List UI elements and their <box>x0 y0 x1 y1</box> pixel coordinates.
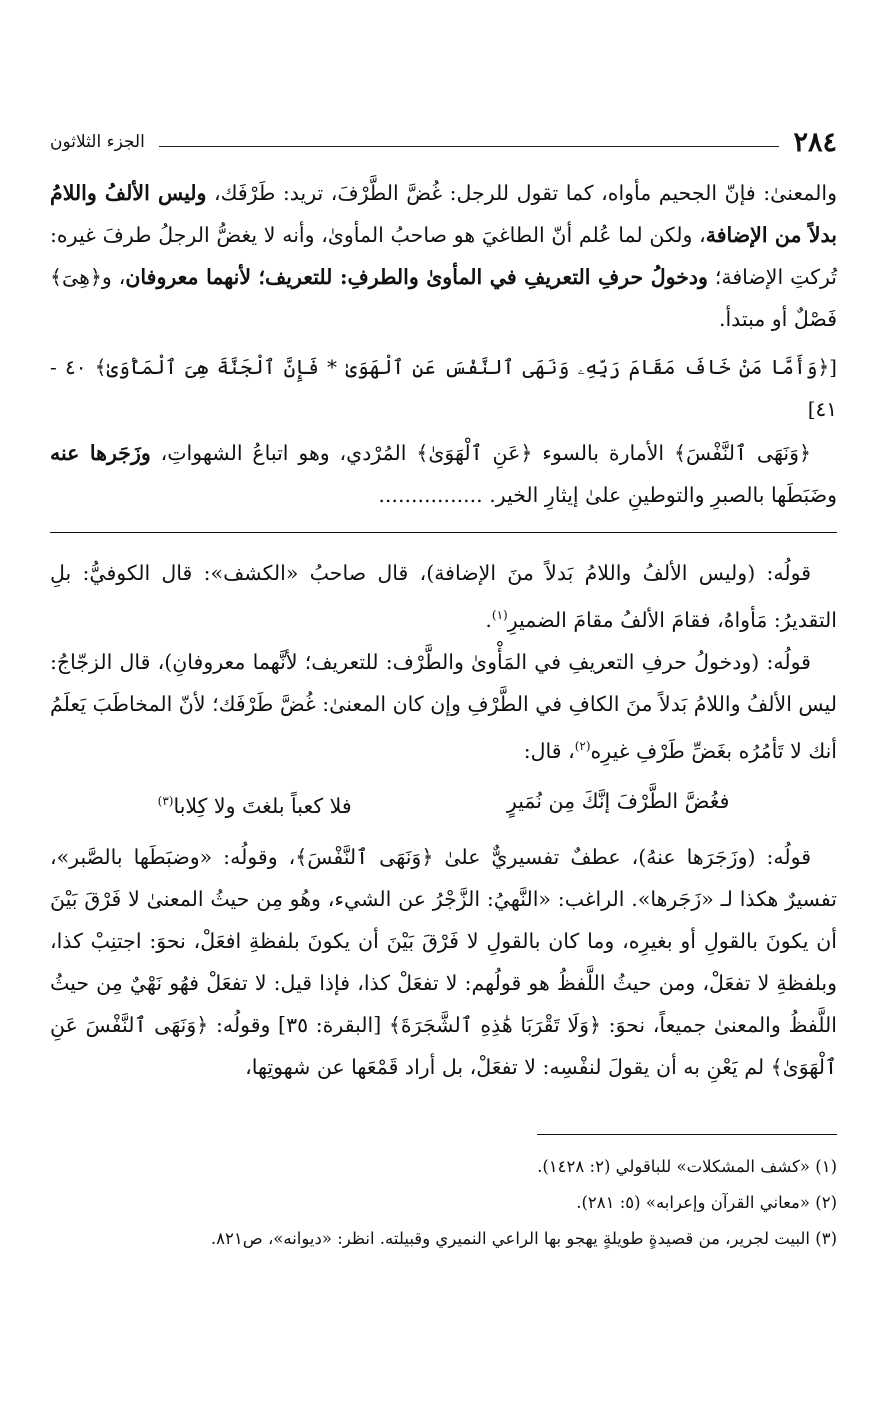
main-p2-part-c: وضَبَطَها بالصبرِ والتوطينِ علىٰ إيثارِ الخير. <box>489 483 837 507</box>
footnotes <box>50 1148 837 1258</box>
commentary-p1-end: . <box>485 607 492 632</box>
commentary-text <box>50 552 837 1088</box>
main-p2-bold: وزَجَرها عنه <box>50 441 151 465</box>
header-rule <box>159 146 780 147</box>
commentary-paragraph-3: قولُه: (وزَجَرَها عنهُ)، عطفٌ تفسيريٌّ علىٰ ﴿وَنَهَى ٱلنَّفْسَ﴾، وقولُه: «وضبَطَها بالصَّبر»، تفسيرٌ هكذا لـ «زَجَرها». الراغب: «النَّهيُ: الزَّجْرُ عن الشيء، وهُو مِن حيثُ المعنىٰ لا فَرْقَ بَيْنَ أن يكونَ بالقولِ أو بغيرِه، وما كان بالقولِ لا فَرْقَ بَيْنَ أن يكونَ بلفظةِ افعَلْ، نحوَ: اجتنِبْ كذا، وبلفظةِ لا تفعَلْ، ومن حيثُ اللَّفظُ هو قولُهم: لا تفعَلْ كذا، فإذا قيل: لا تفعَلْ فهُو نَهْيٌ مِن حيثُ اللَّفظُ والمعنىٰ جميعاً، نحوَ: ﴿وَلَا تَقْرَبَا هَٰذِهِ ٱلشَّجَرَةَ﴾ [البقرة: ٣٥] وقولُه: ﴿وَنَهَى ٱلنَّفْسَ عَنِ ٱلْهَوَىٰ﴾ لم يَعْنِ به أن يقولَ لنفْسِه: لا تفعَلْ، بل أراد قَمْعَها عن شهوتِها، <box>50 845 837 1080</box>
main-paragraph-1 <box>50 172 837 340</box>
main-p1-part-a: والمعنىٰ: فإنّ الجحيم مأواه، كما تقول للرجل: غُضَّ الطَّرْفَ، تريد: طَرْفَك، <box>206 181 837 205</box>
footnote-ref-3: (٣) <box>157 793 174 808</box>
commentary-p2-text: قولُه: (ودخولُ حرفِ التعريفِ في المَأْوىٰ والطَّرْف: للتعريف؛ لأنَّهما معروفانِ)، قال الزجّاجُ: ليس الألفُ واللامُ بَدلاً منَ الكافِ في الطَّرْفِ وإن كان المعنىٰ: غُضَّ طَرْفَك؛ لأنّ المخاطَبَ يَعلَمُ أنك لا تَأمُرُه بغَضِّ طَرْفِ غيرِه <box>50 649 837 763</box>
main-p1-bold-2: ودخولُ حرفِ التعريفِ في المأوىٰ والطرفِ: للتعريف؛ لأنهما معروفان <box>125 265 708 289</box>
footnote-1: (١) «كشف المشكلات» للباقولي (٢: ١٤٢٨). <box>537 1157 837 1176</box>
poem-second-hemistich: فلا كعباً بلغتَ ولا كِلابا <box>173 793 352 818</box>
commentary-p2-end: ، قال: <box>523 738 575 763</box>
main-p1-part-d: ، و﴿هِىَ﴾ فَصْلٌ أو مبتدأ. <box>50 265 837 331</box>
main-paragraph-2 <box>50 432 837 516</box>
main-commentary-separator <box>50 532 837 533</box>
main-p2-dots: ................ <box>378 483 483 507</box>
page-header <box>50 120 837 164</box>
poem-second-hemistich-wrap <box>158 780 352 827</box>
main-p1-bold-1: وليس الألفُ واللامُ بدلاً من الإضافة <box>50 181 837 247</box>
running-title: الجزء الثلاثون <box>50 132 145 152</box>
main-p1-part-c: ، ولكن لما عُلم أنّ الطاغيَ هو صاحبُ المأوىٰ، وأنه لا يغضُّ الرجلُ طرفَ غيره: تُركتِ الإضافة؛ <box>50 223 838 289</box>
poem-first-hemistich: فغُضَّ الطَّرْفَ إنَّكَ مِن نُمَيرٍ <box>506 788 730 813</box>
footnote-ref-1: (١) <box>491 608 508 622</box>
commentary-paragraph-1 <box>50 552 837 641</box>
footnote-2: (٢) «معاني القرآن وإعرابه» (٥: ٢٨١). <box>576 1193 837 1212</box>
footnote-3: (٣) البيت لجرير، من قصيدةٍ طويلةٍ يهجو بها الراعي النميري وقبيلته. انظر: «ديوانه»، ص٨٢١. <box>210 1229 837 1248</box>
footnote-ref-2: (٢) <box>574 738 591 753</box>
commentary-paragraph-2 <box>50 641 837 772</box>
main-text <box>50 172 837 516</box>
commentary-p1-text: قولُه: (وليس الألفُ واللامُ بَدلاً منَ الإضافة)، قال صاحبُ «الكشف»: قال الكوفيُّ: بلِ التقديرُ: مَأواهُ، فقامَ الألفُ مقامَ الضميرِ <box>50 561 837 632</box>
footnote-rule <box>537 1134 837 1135</box>
page-number: ٢٨٤ <box>793 126 837 158</box>
verse-reference: [﴿وَأَمَّا مَنْ خَافَ مَقَامَ رَبِّهِۦ وَنَهَى ٱلنَّفْسَ عَنِ ٱلْهَوَىٰ * فَإِنَّ ٱلْجَنَّةَ هِىَ ٱلْمَأْوَىٰ﴾ ٤٠ - ٤١] <box>50 355 837 421</box>
main-p2-part-a: ﴿وَنَهَى ٱلنَّفْسَ﴾ الأمارة بالسوء ﴿عَنِ ٱلْهَوَىٰ﴾ المُرْدي، وهو اتباعُ الشهواتِ، <box>150 441 812 465</box>
poem-verse <box>80 780 807 827</box>
